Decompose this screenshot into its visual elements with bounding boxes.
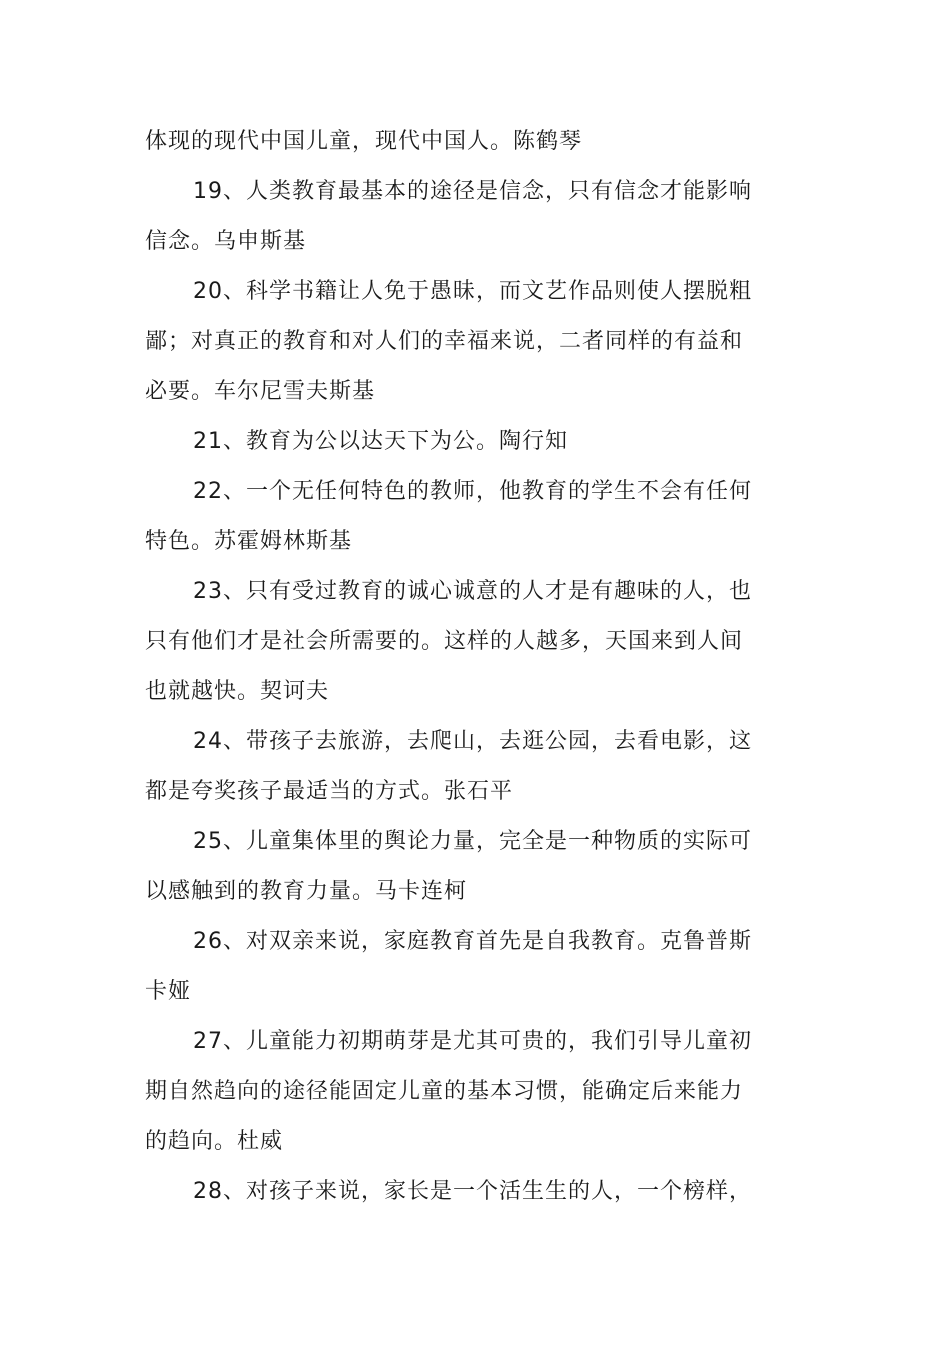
text-line: 特色。苏霍姆林斯基 [145,529,353,554]
text-line: 只有他们才是社会所需要的。这样的人越多，天国来到人间 [145,629,744,654]
text-line: 也就越快。契诃夫 [145,679,330,704]
text-line: 21、教育为公以达天下为公。陶行知 [193,429,568,454]
text-line: 27、儿童能力初期萌芽是尤其可贵的，我们引导儿童初 [193,1029,752,1054]
text-line: 必要。车尔尼雪夫斯基 [145,379,376,404]
text-line: 22、一个无任何特色的教师，他教育的学生不会有任何 [193,479,752,504]
text-line: 25、儿童集体里的舆论力量，完全是一种物质的实际可 [193,829,752,854]
text-line: 28、对孩子来说，家长是一个活生生的人，一个榜样， [193,1179,752,1204]
text-line: 的趋向。杜威 [145,1129,284,1154]
text-line: 鄙；对真正的教育和对人们的幸福来说，二者同样的有益和 [145,329,744,354]
text-line: 26、对双亲来说，家庭教育首先是自我教育。克鲁普斯 [193,929,752,954]
text-line: 都是夸奖孩子最适当的方式。张石平 [145,779,514,804]
text-line: 信念。乌申斯基 [145,229,307,254]
text-line: 19、人类教育最基本的途径是信念，只有信念才能影响 [193,179,752,204]
text-line: 期自然趋向的途径能固定儿童的基本习惯，能确定后来能力 [145,1079,744,1104]
text-line: 以感触到的教育力量。马卡连柯 [145,879,468,904]
text-line: 卡娅 [145,979,192,1004]
text-line: 23、只有受过教育的诚心诚意的人才是有趣味的人，也 [193,579,752,604]
text-line: 体现的现代中国儿童，现代中国人。陈鹤琴 [145,129,583,154]
text-line: 20、科学书籍让人免于愚昧，而文艺作品则使人摆脱粗 [193,279,752,304]
text-line: 24、带孩子去旅游，去爬山，去逛公园，去看电影，这 [193,729,752,754]
